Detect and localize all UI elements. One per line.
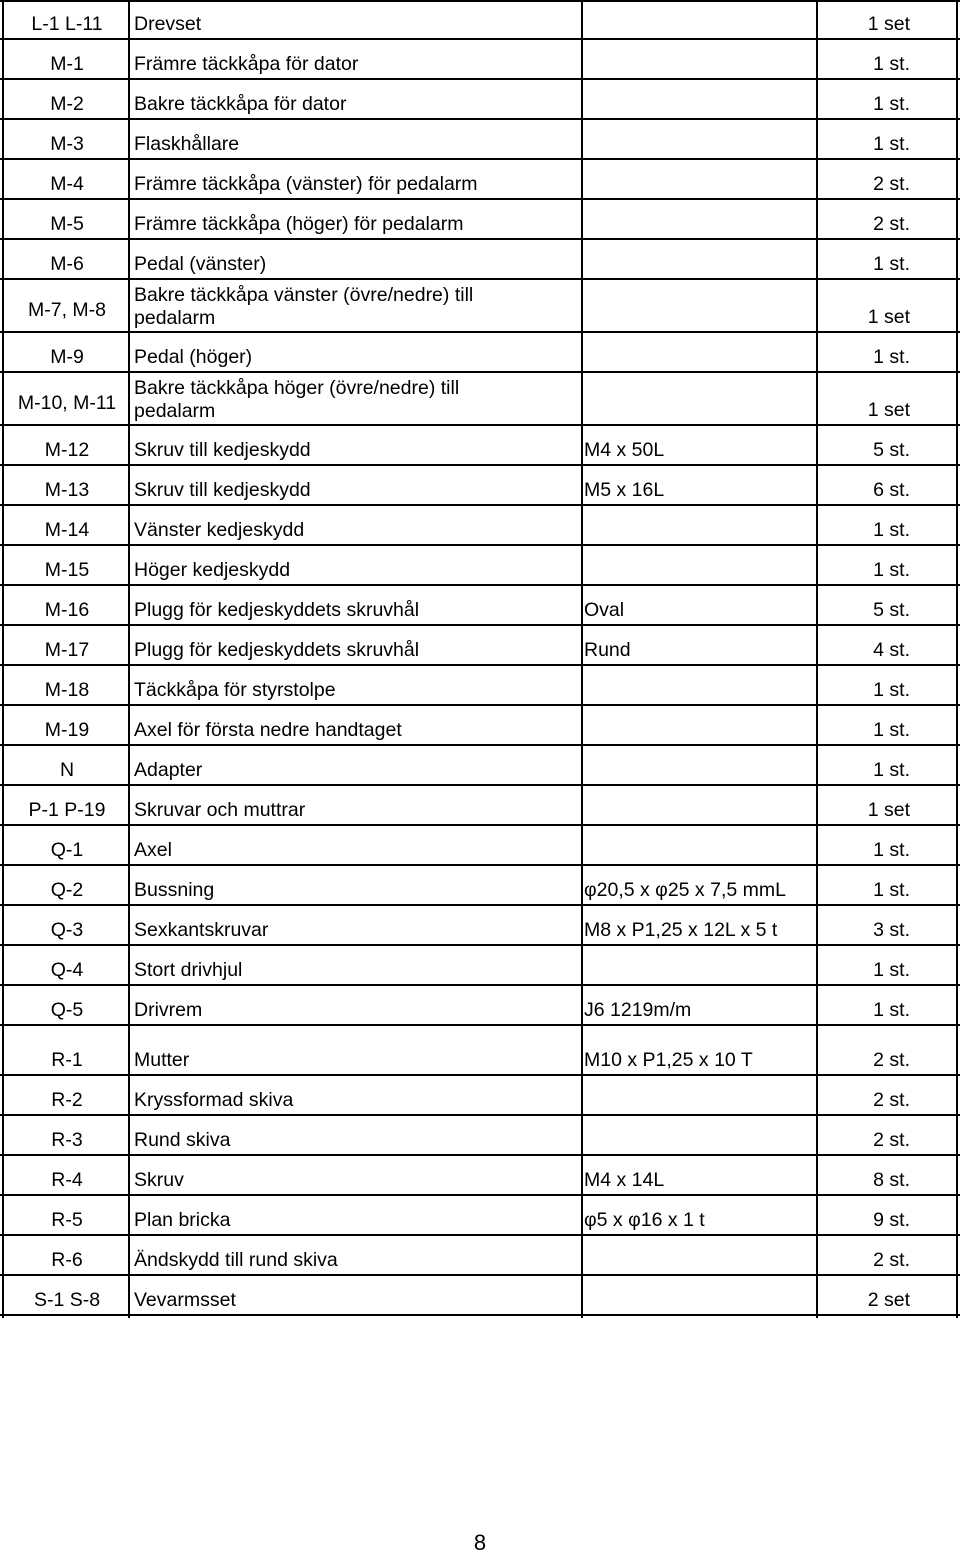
- part-quantity: 3 st.: [873, 919, 910, 941]
- part-quantity: 6 st.: [873, 479, 910, 501]
- part-quantity: 1 st.: [873, 839, 910, 861]
- part-description: Bussning: [134, 879, 215, 901]
- part-description: Bakre täckkåpa höger (övre/nedre) till pedalarm: [134, 377, 460, 422]
- part-spec: [584, 1276, 820, 1314]
- part-code: M-1: [50, 53, 84, 75]
- part-quantity: 1 st.: [873, 679, 910, 701]
- part-description: Bakre täckkåpa vänster (övre/nedre) till pedalarm: [134, 284, 474, 329]
- part-description: Skruvar och muttrar: [134, 799, 306, 821]
- part-description: Adapter: [134, 759, 203, 781]
- part-description: Skruv: [134, 1169, 184, 1191]
- part-code: M-5: [50, 213, 84, 235]
- part-description: Stort drivhjul: [134, 959, 243, 981]
- part-code: M-7, M-8: [28, 299, 106, 321]
- part-description: Axel för första nedre handtaget: [134, 719, 402, 741]
- part-description: Ändskydd till rund skiva: [134, 1249, 338, 1271]
- part-description: Bakre täckkåpa för dator: [134, 93, 347, 115]
- part-description: Plan bricka: [134, 1209, 231, 1231]
- part-description: Höger kedjeskydd: [134, 559, 291, 581]
- part-spec: Oval: [584, 599, 625, 621]
- part-code: Q-1: [50, 839, 84, 861]
- part-quantity: 5 st.: [873, 439, 910, 461]
- part-quantity: 1 set: [867, 306, 910, 328]
- part-code: M-10, M-11: [17, 392, 117, 414]
- part-description: Täckkåpa för styrstolpe: [134, 679, 336, 701]
- part-description: Vänster kedjeskydd: [134, 519, 305, 541]
- part-quantity: 1 st.: [873, 559, 910, 581]
- part-quantity: 1 st.: [873, 253, 910, 275]
- part-code: M-2: [50, 93, 84, 115]
- part-description: Axel: [134, 839, 172, 861]
- part-spec: [584, 786, 820, 824]
- table-column-line: [128, 0, 130, 1318]
- part-description: Plugg för kedjeskyddets skruvhål: [134, 639, 420, 661]
- part-quantity: 8 st.: [873, 1169, 910, 1191]
- part-code: M-16: [44, 599, 90, 621]
- part-spec: [584, 333, 820, 371]
- part-spec: M10 x P1,25 x 10 T: [584, 1049, 753, 1071]
- part-quantity: 1 st.: [873, 879, 910, 901]
- part-spec: [584, 946, 820, 984]
- part-code: R-2: [51, 1089, 83, 1111]
- part-quantity: 1 set: [867, 399, 910, 421]
- part-spec: [584, 80, 820, 118]
- part-quantity: 1 st.: [873, 53, 910, 75]
- part-quantity: 2 set: [867, 1289, 910, 1311]
- part-spec: [584, 546, 820, 584]
- part-spec: [584, 706, 820, 744]
- part-code: M-3: [50, 133, 84, 155]
- part-spec: Rund: [584, 639, 631, 661]
- part-code: R-4: [51, 1169, 83, 1191]
- part-spec: φ20,5 x φ25 x 7,5 mmL: [584, 879, 786, 901]
- part-spec: J6 1219m/m: [584, 999, 692, 1021]
- part-code: M-14: [44, 519, 90, 541]
- part-code: N: [59, 759, 75, 781]
- part-description: Främre täckkåpa (höger) för pedalarm: [134, 213, 464, 235]
- part-quantity: 2 st.: [873, 213, 910, 235]
- part-code: Q-3: [50, 919, 84, 941]
- part-description: Mutter: [134, 1049, 190, 1071]
- part-code: S-1 S-8: [33, 1289, 101, 1311]
- part-quantity: 2 st.: [873, 1129, 910, 1151]
- part-spec: M5 x 16L: [584, 479, 665, 501]
- part-spec: M8 x P1,25 x 12L x 5 t: [584, 919, 778, 941]
- part-code: M-17: [44, 639, 90, 661]
- part-quantity: 1 set: [867, 13, 910, 35]
- part-description: Drevset: [134, 13, 202, 35]
- part-spec: [584, 160, 820, 198]
- table-column-line: [956, 0, 958, 1318]
- part-quantity: 2 st.: [873, 173, 910, 195]
- part-spec: M4 x 50L: [584, 439, 665, 461]
- part-quantity: 9 st.: [873, 1209, 910, 1231]
- part-description: Främre täckkåpa för dator: [134, 53, 359, 75]
- part-description: Rund skiva: [134, 1129, 231, 1151]
- page-number: 8: [473, 1530, 487, 1555]
- part-spec: [584, 826, 820, 864]
- part-quantity: 4 st.: [873, 639, 910, 661]
- part-code: L-1 L-11: [31, 13, 103, 35]
- part-spec: [584, 1116, 820, 1154]
- part-code: M-4: [50, 173, 84, 195]
- part-spec: [584, 666, 820, 704]
- part-quantity: 1 st.: [873, 346, 910, 368]
- part-quantity: 2 st.: [873, 1249, 910, 1271]
- part-quantity: 1 st.: [873, 959, 910, 981]
- part-description: Skruv till kedjeskydd: [134, 439, 311, 461]
- part-spec: [584, 240, 820, 278]
- part-description: Pedal (höger): [134, 346, 253, 368]
- part-code: M-6: [50, 253, 84, 275]
- part-code: M-15: [44, 559, 90, 581]
- part-code: M-9: [50, 346, 84, 368]
- part-description: Vevarmsset: [134, 1289, 236, 1311]
- part-quantity: 1 st.: [873, 759, 910, 781]
- part-code: M-13: [44, 479, 90, 501]
- part-code: Q-4: [50, 959, 84, 981]
- part-spec: [584, 1076, 820, 1114]
- part-code: M-12: [44, 439, 90, 461]
- part-description: Drivrem: [134, 999, 203, 1021]
- part-spec: [584, 506, 820, 544]
- part-spec: [584, 1236, 820, 1274]
- part-spec: [584, 2, 820, 38]
- part-description: Sexkantskruvar: [134, 919, 269, 941]
- part-quantity: 5 st.: [873, 599, 910, 621]
- part-description: Pedal (vänster): [134, 253, 267, 275]
- part-spec: [584, 40, 820, 78]
- part-code: Q-2: [50, 879, 84, 901]
- part-spec: [584, 120, 820, 158]
- part-code: R-5: [51, 1209, 83, 1231]
- part-quantity: 1 st.: [873, 519, 910, 541]
- part-code: R-1: [51, 1049, 83, 1071]
- part-quantity: 2 st.: [873, 1089, 910, 1111]
- table-column-line: [2, 0, 4, 1318]
- part-quantity: 1 set: [867, 799, 910, 821]
- part-description: Kryssformad skiva: [134, 1089, 294, 1111]
- part-code: R-6: [51, 1249, 83, 1271]
- part-quantity: 1 st.: [873, 999, 910, 1021]
- part-quantity: 2 st.: [873, 1049, 910, 1071]
- part-spec: [584, 280, 820, 331]
- part-spec: [584, 373, 820, 424]
- part-spec: φ5 x φ16 x 1 t: [584, 1209, 705, 1231]
- part-code: P-1 P-19: [28, 799, 106, 821]
- part-quantity: 1 st.: [873, 719, 910, 741]
- part-spec: [584, 746, 820, 784]
- part-description: Flaskhållare: [134, 133, 240, 155]
- part-quantity: 1 st.: [873, 93, 910, 115]
- table-column-line: [581, 0, 583, 1318]
- part-description: Plugg för kedjeskyddets skruvhål: [134, 599, 420, 621]
- part-code: M-18: [44, 679, 90, 701]
- part-code: M-19: [44, 719, 90, 741]
- table-column-line: [816, 0, 818, 1318]
- part-quantity: 1 st.: [873, 133, 910, 155]
- part-description: Främre täckkåpa (vänster) för pedalarm: [134, 173, 478, 195]
- part-spec: M4 x 14L: [584, 1169, 665, 1191]
- part-description: Skruv till kedjeskydd: [134, 479, 311, 501]
- part-spec: [584, 200, 820, 238]
- part-code: Q-5: [50, 999, 84, 1021]
- part-code: R-3: [51, 1129, 83, 1151]
